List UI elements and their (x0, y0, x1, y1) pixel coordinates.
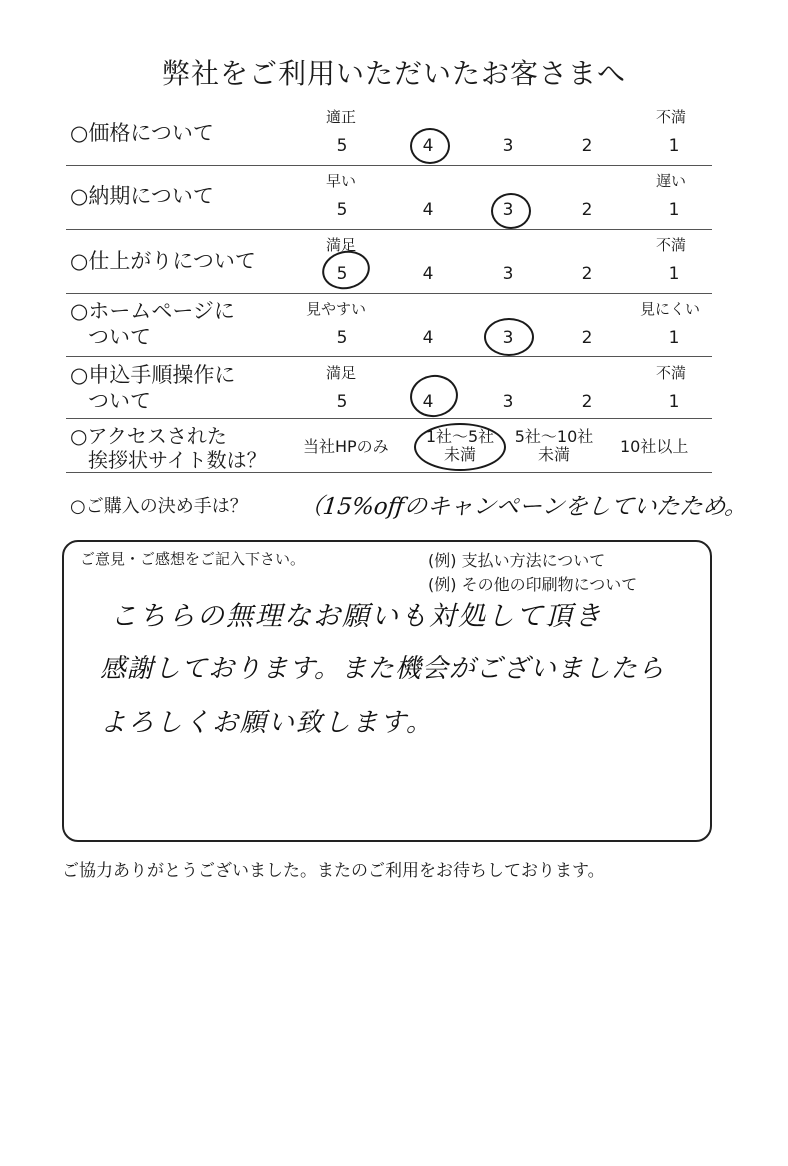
rating-2: 2 (581, 264, 593, 284)
scale-left-label: 見やすい (306, 300, 367, 318)
scale-left-label: 満足 (326, 236, 357, 254)
rating-3: 3 (502, 136, 514, 156)
selection-circle (407, 372, 460, 420)
question-label-line1: ○申込手順操作に (70, 363, 236, 387)
rating-5: 5 (336, 200, 348, 220)
rating-4: 4 (422, 328, 434, 348)
scale-right-label: 不満 (656, 108, 687, 126)
access-option: 10社以上 (620, 437, 689, 456)
divider (66, 472, 712, 473)
access-option: 5社～10社 未満 (514, 427, 594, 464)
divider (66, 229, 712, 230)
access-option[interactable]: 1社～5社 未満 (425, 427, 495, 464)
question-label: ○納期について (70, 184, 214, 208)
scale-right-label: 不満 (656, 236, 687, 254)
rating-4[interactable]: 4 (422, 392, 434, 412)
question-label-line1: ○アクセスされた (70, 424, 227, 448)
question-label (70, 298, 235, 350)
rating-1: 1 (668, 328, 680, 348)
rating-3: 3 (502, 392, 514, 412)
rating-2: 2 (581, 392, 593, 412)
question-label (70, 362, 235, 414)
question-label-line1: ○ホームページに (70, 299, 235, 323)
handwritten-comment-line: 感謝しております。また機会がございましたら (100, 654, 665, 684)
scale-right-label: 不満 (656, 364, 687, 382)
scale-left-label: 早い (326, 172, 357, 190)
selection-circle (491, 193, 531, 229)
rating-5: 5 (336, 136, 348, 156)
access-option: 当社HPのみ (303, 437, 389, 456)
rating-2: 2 (581, 136, 593, 156)
handwritten-comment-line: こちらの無理なお願いも対処して頂き (110, 601, 603, 632)
scale-left-label: 満足 (326, 364, 357, 382)
scale-right-label: 遅い (656, 172, 687, 190)
question-label: ○価格について (70, 121, 214, 145)
rating-2: 2 (581, 328, 593, 348)
selection-circle (414, 423, 506, 471)
rating-4[interactable]: 4 (422, 136, 434, 156)
divider (66, 165, 712, 166)
divider (66, 293, 712, 294)
divider (66, 356, 712, 357)
question-label-line2: 挨拶状サイト数は？ (88, 448, 267, 472)
question-label: ○仕上がりについて (70, 249, 256, 273)
rating-3[interactable]: 3 (502, 328, 514, 348)
comment-prompt: ご意見・ご感想をご記入下さい。 (80, 550, 306, 568)
selection-circle (410, 128, 450, 164)
handwritten-comment-line: よろしくお願い致します。 (100, 708, 434, 738)
page-title: 弊社をご利用いただいたお客さまへ (161, 57, 626, 90)
footer-thanks: ご協力ありがとうございました。またのご利用をお待ちしております。 (62, 861, 605, 881)
rating-5: 5 (336, 392, 348, 412)
rating-1: 1 (668, 392, 680, 412)
rating-1: 1 (668, 136, 680, 156)
rating-4: 4 (422, 264, 434, 284)
rating-5[interactable]: 5 (336, 264, 348, 284)
question-label (70, 424, 267, 472)
comment-example: (例) 支払い方法について (428, 551, 606, 570)
rating-2: 2 (581, 200, 593, 220)
rating-1: 1 (668, 200, 680, 220)
question-label: ○ご購入の決め手は？ (70, 496, 248, 517)
selection-circle (484, 318, 534, 356)
rating-5: 5 (336, 328, 348, 348)
rating-1: 1 (668, 264, 680, 284)
rating-3: 3 (502, 264, 514, 284)
divider (66, 418, 712, 419)
scale-left-label: 適正 (326, 108, 357, 126)
question-label-line2: ついて (88, 325, 151, 349)
rating-3[interactable]: 3 (502, 200, 514, 220)
question-label-line2: ついて (88, 389, 151, 413)
handwritten-answer: （15%offのキャンペーンをしていたため。 (298, 494, 749, 520)
rating-4: 4 (422, 200, 434, 220)
scale-right-label: 見にくい (640, 300, 701, 318)
comment-example: (例) その他の印刷物について (428, 575, 638, 594)
